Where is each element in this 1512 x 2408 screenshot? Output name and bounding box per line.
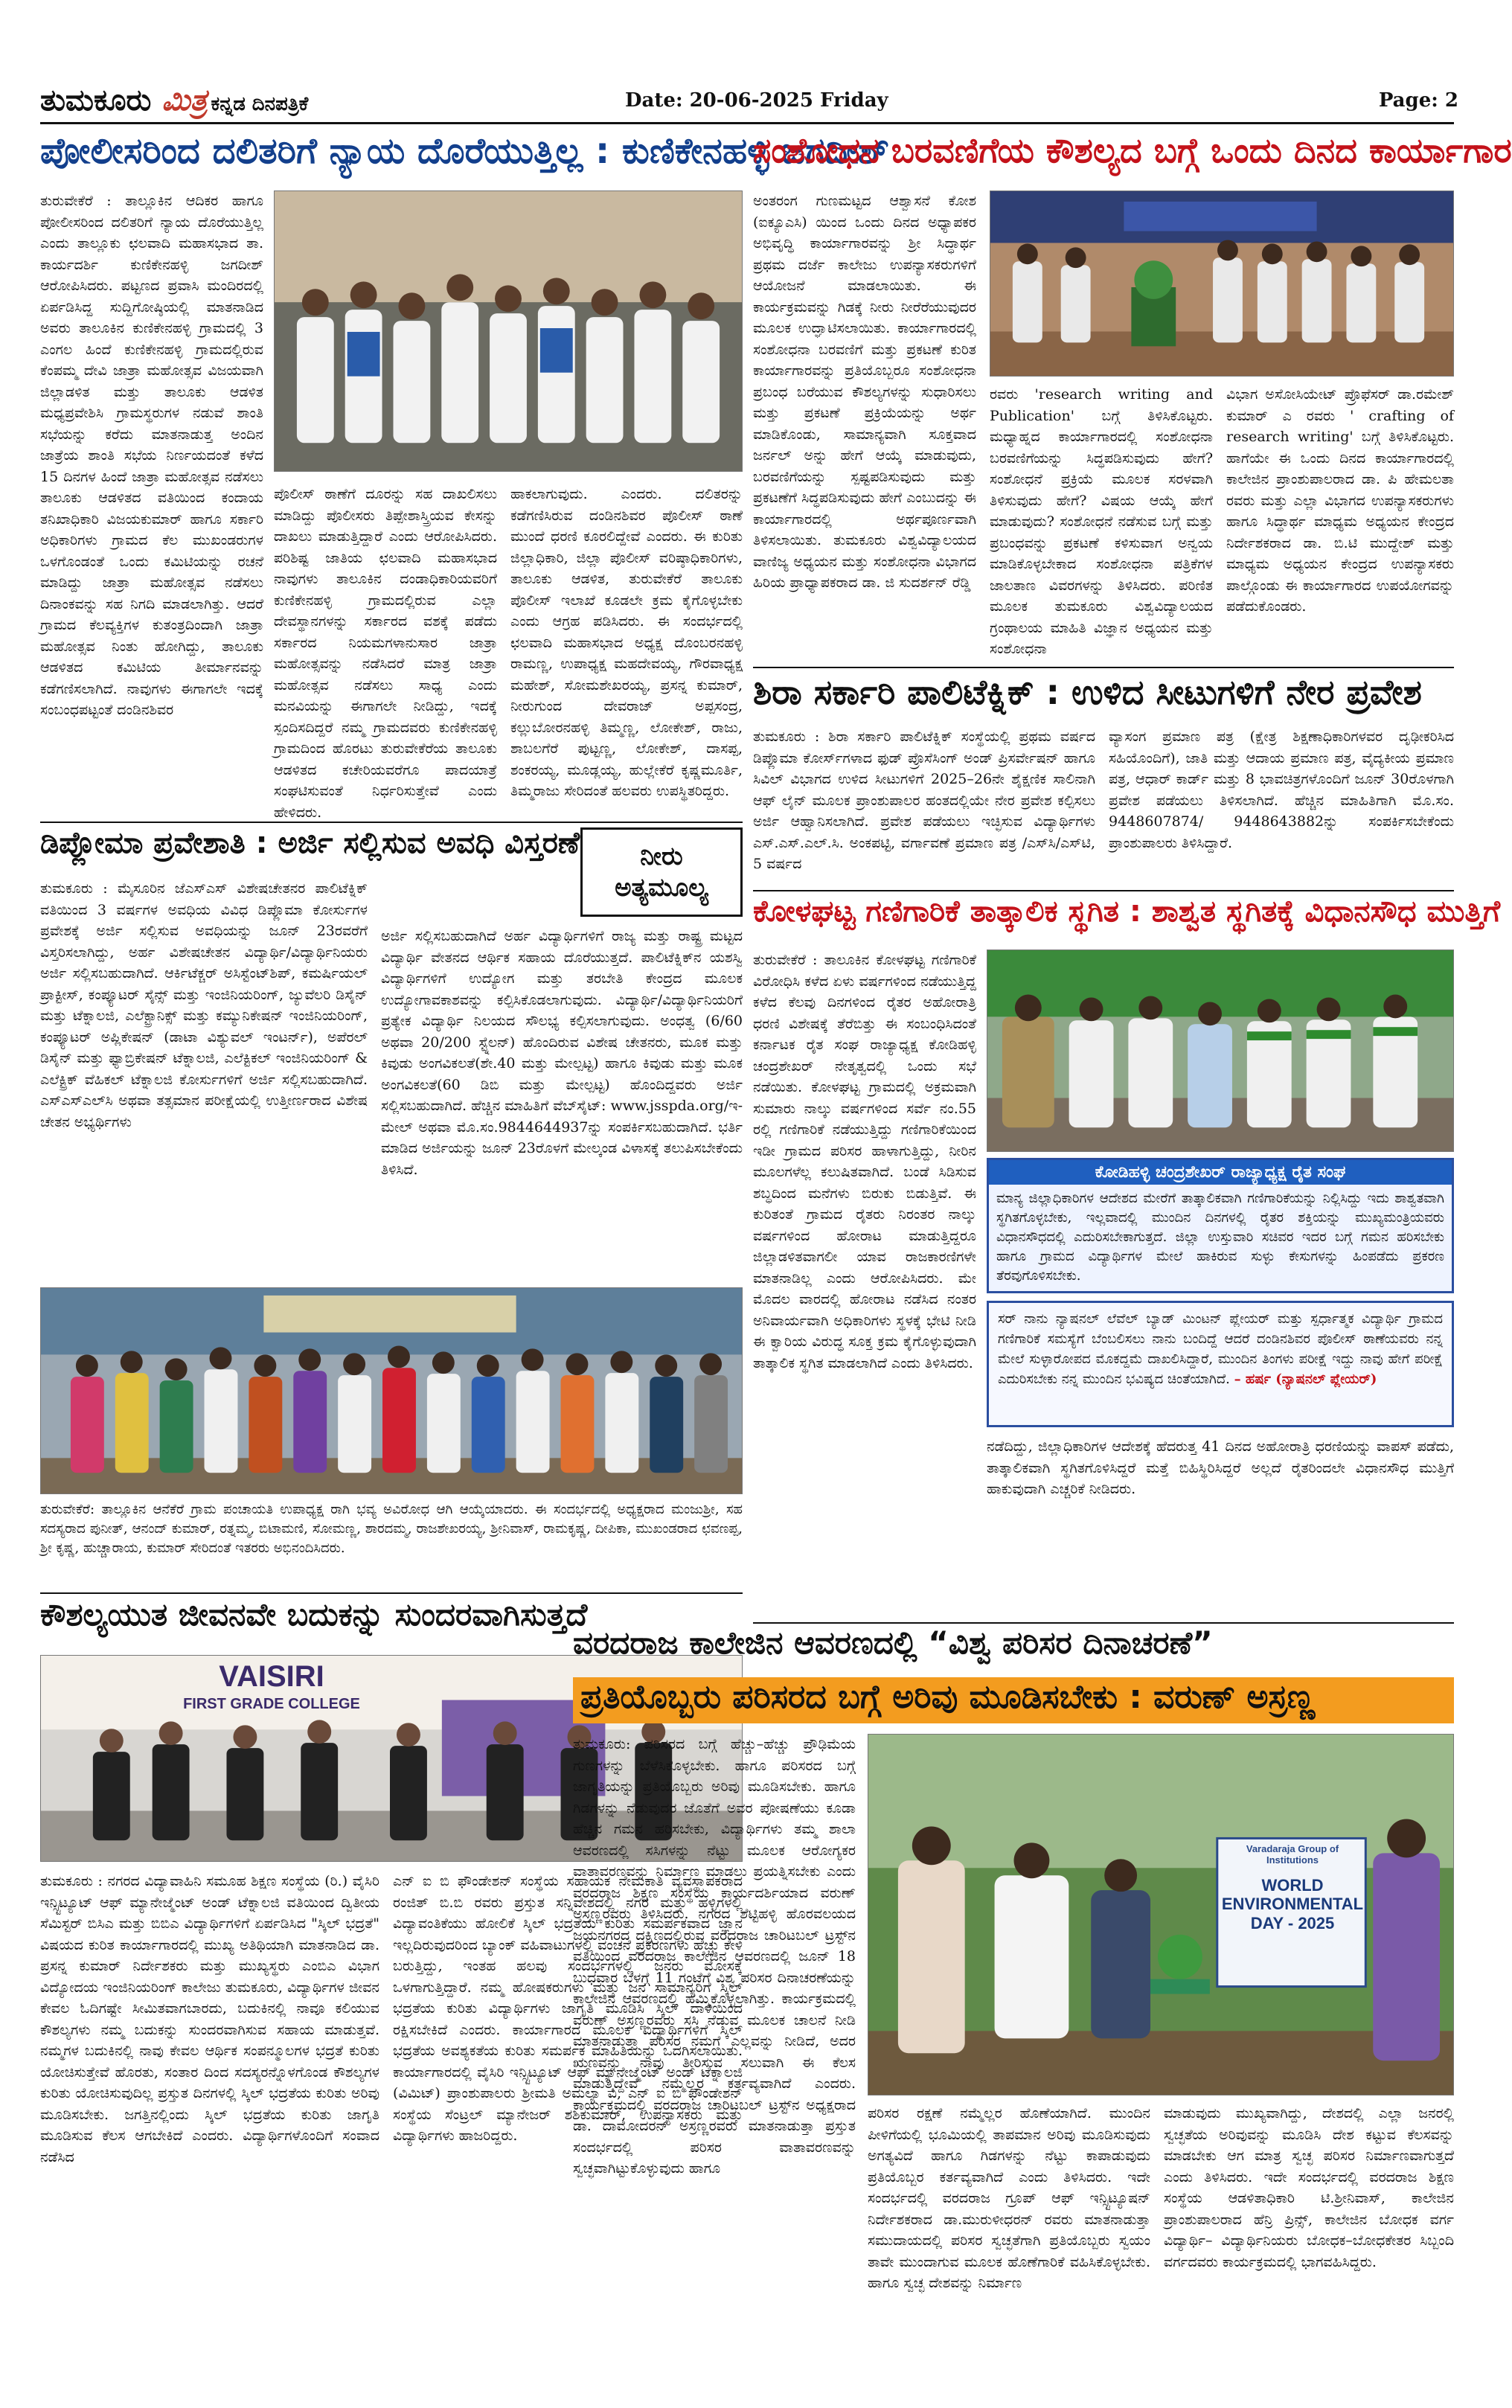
environment-banner-org: Varadaraja Group of Institutions <box>1246 1843 1339 1866</box>
police-col2: ಪೊಲೀಸ್ ಠಾಣೆಗೆ ದೂರನ್ನು ಸಹ ದಾಖಲಿಸಲು ಮಾಡಿದ್ದು ಪೊಲೀಸರು ತಿಪ್ಪೇಶಾಸ್ತ್ರಿಯವ ಕೇಸನ್ನು ದಾಖಲು ಮಾಡುತ್ತಿದ್ದಾರೆ ಎಂದು ಆರೋಪಿಸಿದರು. ಪರಿಶಿಷ್ಟ ಜಾತಿಯ ಛಲವಾದಿ ಮಹಾಸಭಾದ ನಾವುಗಳು ತಾಲೂಕಿನ ದಂಡಾಧಿಕಾರಿಯವರಿಗೆ ಕುಣಿಕೇನಹಳ್ಳಿ ಗ್ರಾಮದಲ್ಲಿರುವ ಎಲ್ಲಾ ದೇವಸ್ಥಾನಗಳನ್ನು ಸರ್ಕಾರದ ವಶಕ್ಕೆ ಪಡೆದು ಸರ್ಕಾರದ ನಿಯಮಗಳಾನುಸಾರ ಜಾತ್ರಾ ಮಹೋತ್ಸವನ್ನು ನಡೆಸಿದರೆ ಮಾತ್ರ ಜಾತ್ರಾ ಮಹೋತ್ಸವ ನಡೆಸಲು ಸಾಧ್ಯ ಎಂದು ಮನವಿಯನ್ನು ಈಗಾಗಲೇ ನೀಡಿದ್ದು, ಇದಕ್ಕೆ ಸ್ಪಂದಿಸದಿದ್ದರೆ ನಮ್ಮ ಗ್ರಾಮದವರು ಕುಣಿಕೇನಹಳ್ಳಿ ಗ್ರಾಮದಿಂದ ಹೊರಟು ತುರುವೇಕೆರೆಯ ತಾಲೂಕು ಆಡಳಿತದ ಕಚೇರಿಯವರೆಗೂ ಪಾದಯಾತ್ರೆ ಸಂಘಟಿಸುವಂತೆ ನಿರ್ಧರಿಸುತ್ತೇವೆ ಎಂದು ಹೇಳಿದರು. <box>274 486 497 821</box>
issue-date: Date: 20-06-2025 Friday <box>625 89 888 112</box>
quarry-top-rule <box>753 890 1454 891</box>
neeru-box-line1: ನೀರು <box>640 841 683 871</box>
environment-photo <box>868 1734 1454 2095</box>
quarry-panel <box>987 1158 1454 1293</box>
polytechnic-headline: ಶಿರಾ ಸರ್ಕಾರಿ ಪಾಲಿಟೆಕ್ನಿಕ್ : ಉಳಿದ ಸೀಟುಗಳಿಗೆ ನೇರ ಪ್ರವೇಶ <box>753 672 1422 712</box>
polytechnic-col1: ತುಮಕೂರು : ಶಿರಾ ಸರ್ಕಾರಿ ಪಾಲಿಟೆಕ್ನಿಕ್ ಸಂಸ್ಥೆಯಲ್ಲಿ ಪ್ರಥಮ ವರ್ಷದ ಡಿಪ್ಲೊಮಾ ಕೋರ್ಸ್‌ಗಳಾದ ಫುಡ್ ಪ್ರೊಸೆಸಿಂಗ್ ಅಂಡ್ ಪ್ರಿಸರ್ವೇಷನ್ ಹಾಗೂ ಸಿವಿಲ್ ವಿಭಾಗದ ಉಳಿದ ಸೀಟುಗಳಿಗೆ 2025–26ನೇ ಶೈಕ್ಷಣಿಕ ಸಾಲಿನಾಗಿ ಆಫ್ ಲೈನ್ ಮೂಲಕ ಪ್ರಾಂಶುಪಾಲರ ಹಂತದಲ್ಲಿಯೇ ನೇರ ಪ್ರವೇಶ ಕಲ್ಪಿಸಲು ಅರ್ಜಿ ಆಹ್ವಾನಿಸಲಾಗಿದೆ. ಪ್ರವೇಶ ಪಡೆಯಲು ಇಚ್ಛಿಸುವ ವಿದ್ಯಾರ್ಥಿಗಳು ಎಸ್.ಎಸ್.ಎಲ್.ಸಿ. ಅಂಕಪಟ್ಟಿ, ವರ್ಗಾವಣೆ ಪ್ರಮಾಣ ಪತ್ರ /ಎಸ್‌ಸಿ/ಎಸ್‌ಟಿ, 5 ವರ್ಷದ <box>753 729 1095 872</box>
paper-name: ತುಮಕೂರು ಮಿತ್ರ <box>40 83 208 118</box>
quarry-quote-box <box>987 1301 1454 1427</box>
quarry-col1: ತುರುವೇಕೆರೆ : ತಾಲೂಕಿನ ಕೋಳಘಟ್ಟ ಗಣಿಗಾರಿಕೆ ವಿರೋಧಿಸಿ ಕಳೆದ ಏಳು ವರ್ಷಗಳಿಂದ ನಡೆಯುತ್ತಿದ್ದ ಕಳೆದ ಕೆಲವು ದಿನಗಳಿಂದ ರೈತರ ಅಹೋರಾತ್ರಿ ಧರಣಿ ವಿಶೇಷಕ್ಕೆ ತೆರೆಬಿತ್ತು ಈ ಸಂಬಂಧಿಸಿದಂತೆ ಕರ್ನಾಟಕ ರೈತ ಸಂಘ ರಾಜ್ಯಾಧ್ಯಕ್ಷ ಕೋಡಿಹಳ್ಳಿ ಚಂದ್ರಶೇಖರ್ ನೇತೃತ್ವದಲ್ಲಿ ಒಂದು ಸಭೆ ನಡೆಯಿತು. ಕೋಳಘಟ್ಟ ಗ್ರಾಮದಲ್ಲಿ ಅಕ್ರಮವಾಗಿ ಸುಮಾರು ನಾಲ್ಕು ವರ್ಷಗಳಿಂದ ಸರ್ವೆ ನಂ.55 ರಲ್ಲಿ ಗಣಿಗಾರಿಕೆ ನಡೆಯುತ್ತಿದ್ದು ಗಣಿಗಾರಿಕೆಯಿಂದ ಇಡೀ ಗ್ರಾಮದ ಪರಿಸರ ಹಾಳಾಗುತ್ತಿದ್ದು, ನೀರಿನ ಮೂಲಗಳೆಲ್ಲ ಕಲುಷಿತವಾಗಿದೆ. ಬಂಡೆ ಸಿಡಿಸುವ ಶಬ್ಧದಿಂದ ಮನೆಗಳು ಬಿರುಕು ಬಿಡುತ್ತಿವೆ. ಈ ಕುರಿತಂತೆ ಗ್ರಾಮದ ರೈತರು ನಿರಂತರ ನಾಲ್ಕು ವರ್ಷಗಳಿಂದ ಹೋರಾಟ ಮಾಡುತ್ತಿದ್ದರೂ ಜಿಲ್ಲಾಡಳಿತವಾಗಲೀ ಯಾವ ರಾಜಕಾರಣಿಗಳೇ ಮಾತನಾಡಿಲ್ಲ ಎಂದು ಆರೋಪಿಸಿದರು. ಮೇ ಮೊದಲ ವಾರದಲ್ಲಿ ಹೋರಾಟ ನಡೆಸಿದ ನಂತರ ಅನಿವಾರ್ಯವಾಗಿ ಅಧಿಕಾರಿಗಳು ಸ್ಥಳಕ್ಕೆ ಭೇಟಿ ನೀಡಿ ಈ ಕ್ವಾರಿಯ ವಿರುದ್ಧ ಸೂಕ್ತ ಕ್ರಮ ಕೈಗೊಳ್ಳುವುದಾಗಿ ತಾತ್ಕಾಲಿಕ ಸ್ಥಗಿತ ಮಾಡಲಾಗಿದೆ ಎಂದು ತಿಳಿಸಿದರು. <box>753 952 976 1371</box>
skill-col1: ತುಮಕೂರು : ನಗರದ ವಿದ್ಯಾವಾಹಿನಿ ಸಮೂಹ ಶಿಕ್ಷಣ ಸಂಸ್ಥೆಯ (ರಿ.) ವೈಸಿರಿ ಇನ್ಸ್ಟಿಟ್ಯೂಟ್ ಆಫ್ ಮ್ಯಾನೇಜ್ಮೆಂಟ್ ಅಂಡ್ ಟೆಕ್ನಾಲಜಿ ವತಿಯಿಂದ ದ್ವಿತೀಯ ಸೆಮಿಸ್ಟರ್ ಬಿಸಿಎ ಮತ್ತು ಬಿಬಿಎ ವಿದ್ಯಾರ್ಥಿಗಳಿಗೆ ಏರ್ಪಡಿಸಿದ "ಸ್ಕಿಲ್ ಭದ್ರತೆ" ವಿಷಯದ ಕುರಿತ ಕಾರ್ಯಾಗಾರದಲ್ಲಿ ಮುಖ್ಯ ಅತಿಥಿಯಾಗಿ ಮಾತನಾಡಿದ ಡಾ. ಪ್ರಸನ್ನ ಕುಮಾರ್ ನಿರ್ದೇಶಕರು ಮತ್ತು ಮುಖ್ಯಸ್ಥರು ಎಂಬಿಎ ವಿಭಾಗ ವಿದ್ಯೋದಯ ಇಂಜಿನಿಯರಿಂಗ್ ಕಾಲೇಜು ತುಮಕೂರು, ವಿದ್ಯಾರ್ಥಿಗಳ ಜೀವನ ಕೇವಲ ಓದಿಗಷ್ಟೇ ಸೀಮಿತವಾಗಬಾರದು, ಬದುಕಿನಲ್ಲಿ ನಾವೂ ಕಲಿಯುವ ಕೌಶಲ್ಯಗಳು ನಮ್ಮ ಬದುಕನ್ನು ಸುಂದರವಾಗಿಸುವ ಸಹಾಯ ಮಾಡುತ್ತವೆ. ನಮ್ಮಗಳ ಬದುಕಿನಲ್ಲಿ ನಾವು ಕೇವಲ ಆರ್ಥಿಕ ಸಂಪನ್ಮೂಲಗಳ ಭದ್ರತೆ ಕುರಿತು ಯೋಚಿಸುತ್ತೇವೆ ಹೊರತು, ಸಂತಾರ ದಿಂದ ಸದಸ್ಯರನ್ನೊಳಗೊಂಡ ಕೌಶಲ್ಯಗಳ ಕುರಿತು ಯೋಚಿಸುವುದಿಲ್ಲ ಪ್ರಸ್ತುತ ದಿನಗಳಲ್ಲಿ ಸ್ಕಿಲ್ ಭದ್ರತೆಯ ಕುರಿತು ಅರಿವು ಮೂಡಿಸಬೇಕು. ಜಗತ್ತಿನಲ್ಲಿಂದು ಸ್ಕಿಲ್ ಭದ್ರತೆಯ ಕುರಿತು ಜಾಗೃತಿ ಮೂಡಿಸುವ ಕೆಲಸ ಆಗಬೇಕಿದೆ ಎಂದರು. ವಿದ್ಯಾರ್ಥಿಗಳೊಂದಿಗೆ ಸಂವಾದ ನಡೆಸಿದ <box>40 1873 379 2165</box>
research-col1: ಅಂತರಂಗ ಗುಣಮಟ್ಟದ ಆಶ್ವಾಸನೆ ಕೋಶ (ಐಕ್ಯೂಎಸಿ) ಯಿಂದ ಒಂದು ದಿನದ ಅಧ್ಯಾಪಕರ ಅಭಿವೃದ್ಧಿ ಕಾರ್ಯಾಗಾರವನ್ನು ಶ್ರೀ ಸಿದ್ಧಾರ್ಥ ಪ್ರಥಮ ದರ್ಜೆ ಕಾಲೇಜು ಉಪನ್ಯಾಸಕರುಗಳಿಗೆ ಆಯೋಜನೆ ಮಾಡಲಾಯಿತು. ಈ ಕಾರ್ಯಕ್ರಮವನ್ನು ಗಿಡಕ್ಕೆ ನೀರು ನೀರೆರೆಯುವುದರ ಮೂಲಕ ಉದ್ಘಾಟಿಸಲಾಯಿತು. ಕಾರ್ಯಾಗಾರದಲ್ಲಿ ಸಂಶೋಧನಾ ಬರವಣಿಗೆ ಮತ್ತು ಪ್ರಕಟಣೆ ಕುರಿತ ಕಾರ್ಯಾಗಾರವನ್ನು ಪ್ರತಿಯೊಬ್ಬರೂ ಸಂಶೋಧನಾ ಪ್ರಬಂಧ ಬರೆಯುವ ಕೌಶಲ್ಯಗಳನ್ನು ಸುಧಾರಿಸಲು ಮತ್ತು ಪ್ರಕಟಣೆ ಪ್ರಕ್ರಿಯೆಯನ್ನು ಅರ್ಥ ಮಾಡಿಕೊಂಡು, ಸಾಮಾನ್ಯವಾಗಿ ಸೂಕ್ತವಾದ ಜರ್ನಲ್ ಅನ್ನು ಹೇಗೆ ಆಯ್ಕೆ ಮಾಡುವುದು, ಬರವಣಿಗೆಯನ್ನು ಸ್ಪಷ್ಟಪಡಿಸುವುದು ಮತ್ತು ಪ್ರಕಟಣೆಗೆ ಸಿದ್ಧಪಡಿಸುವುದು ಹೇಗೆ ಎಂಬುದನ್ನು ಈ ಕಾರ್ಯಾಗಾರದಲ್ಲಿ ಅರ್ಥಪೂರ್ಣವಾಗಿ ತಿಳಿಸಲಾಯಿತು. ತುಮಕೂರು ವಿಶ್ವವಿದ್ಯಾಲಯದ ವಾಣಿಜ್ಯ ಅಧ್ಯಯನ ಮತ್ತು ಸಂಶೋಧನಾ ವಿಭಾಗದ ಹಿರಿಯ ಪ್ರಾಧ್ಯಾಪಕರಾದ ಡಾ. ಜಿ ಸುದರ್ಶನ್ ರೆಡ್ಡಿ <box>753 193 976 591</box>
environment-headline-2: ಪ್ರತಿಯೊಬ್ಬರು ಪರಿಸರದ ಬಗ್ಗೆ ಅರಿವು ಮೂಡಿಸಬೇಕು : ವರುಣ್ ಅಸ್ರಣ್ಣ <box>573 1677 1454 1723</box>
page-number: Page: 2 <box>1378 89 1458 112</box>
skill-top-rule <box>40 1592 743 1594</box>
diploma-top-rule <box>40 822 743 823</box>
quarry-col3: ನಡೆದಿದ್ದು, ಜಿಲ್ಲಾಧಿಕಾರಿಗಳ ಆದೇಶಕ್ಕೆ ಹೆದರುತ್ತ 41 ದಿನದ ಅಹೋರಾತ್ರಿ ಧರಣಿಯನ್ನು ವಾಪಸ್ ಪಡೆದು, ತಾತ್ಕಾಲಿಕವಾಗಿ ಸ್ಥಗಿತಗೊಳಿಸಿದ್ದರೆ ಮತ್ತೆ ಬಿಹಿಸ್ಥಿರಿಸಿದ್ದರೆ ಅಲ್ಲದೆ ರೈತರಿಂದಲೇ ವಿಧಾನಸೌಧ ಮುತ್ತಿಗೆ ಹಾಕುವುದಾಗಿ ಎಚ್ಚರಿಕೆ ನೀಡಿದರು. <box>987 1438 1454 1497</box>
police-headline: ಪೋಲೀಸರಿಂದ ದಲಿತರಿಗೆ ನ್ಯಾಯ ದೊರೆಯುತ್ತಿಲ್ಲ : ಕುಣಿಕೇನಹಳ್ಳಿ ಜಗದೀಶ್ <box>40 130 889 172</box>
skill-col2: ಎನ್ ಐ ಬಿ ಫೌಂಡೇಶನ್ ಸಂಸ್ಥೆಯ ಸಹಾಯಕ ನೇಮಕಾತಿ ವ್ಯವಸ್ಥಾಪಕರಾದ ರಂಜಿತ್ ಬಿ.ಬಿ ರವರು ಪ್ರಸ್ತುತ ಸನ್ನಿವೇಶದಲ್ಲಿ ನಗರ ಮತ್ತು ಹಳ್ಳಿಗಳಲ್ಲಿ ವಿದ್ಯಾವಂತಿಕೆಯು ಹೋಲಿಕೆ ಸ್ಕಿಲ್ ಭದ್ರತೆಯ ಕುರಿತು ಸಮರ್ಪಕವಾದ ಜ್ಞಾನ ಇಲ್ಲದಿರುವುದರಿಂದ ಬ್ಯಾಂಕ್ ವಹಿವಾಟುಗಳಲ್ಲಿ ವಂಚನೆ ಪ್ರಕರಣಗಳು ಹೆಚ್ಚು ಕೇಳಿ ಬರುತ್ತಿದ್ದು, ಇಂತಹ ಹಲವು ಸಂದರ್ಭಗಳಲ್ಲಿ ಜನರು ಮೋಸಕ್ಕೆ ಒಳಗಾಗುತ್ತಿದ್ದಾರೆ. ನಮ್ಮ ಹೋಷಕರುಗಳು ಮತ್ತು ಜನ ಸಾಮಾನ್ಯರಿಗೆ ಸ್ಕಿಲ್ ಭದ್ರತೆಯ ಕುರಿತು ವಿದ್ಯಾರ್ಥಿಗಳು ಜಾಗೃತಿ ಮೂಡಿಸಿ ಸ್ಕಿಲ್ ದಾಳಿಯಿಂದ ರಕ್ಷಿಸಬೇಕಿದೆ ಎಂದರು. ಕಾರ್ಯಾಗಾರದ ಮೂಲಕ ವಿದ್ಯಾರ್ಥಿಗಳಿಗೆ ಸ್ಕಿಲ್ ಭದ್ರತೆಯ ಅವಶ್ಯಕತೆಯ ಕುರಿತು ಸಮರ್ಪಕ ಮಾಹಿತಿಯನ್ನು ಒದಗಿಸಲಾಯಿತು. ಕಾರ್ಯಾಗಾರದಲ್ಲಿ ವೈಸಿರಿ ಇನ್ಸ್ಟಿಟ್ಯೂಟ್ ಆಫ್ ಮ್ಯಾನೇಜ್ಮೆಂಟ್ ಅಂಡ್ ಟೆಕ್ನಾಲಜಿ (ವಿಮಿಟ್) ಪ್ರಾಂಶುಪಾಲರು ಶ್ರೀಮತಿ ಅಮಲ್ಯಾ ವಿ, ಎನ್ ಐ ಬಿ ಫೌಂಡೇಶನ್ ಸಂಸ್ಥೆಯ ಸೆಂಟ್ರಲ್ ಮ್ಯಾನೇಜರ್ ಶಶಿಕುಮಾರ್, ಉಪನ್ಯಾಸಕರು ಮತ್ತು ವಿದ್ಯಾರ್ಥಿಗಳು ಹಾಜರಿದ್ದರು. <box>393 1873 743 2144</box>
skill-banner-college: VAISIRI <box>219 1660 324 1693</box>
diploma-col2: ಅರ್ಜಿ ಸಲ್ಲಿಸಬಹುದಾಗಿದೆ ಅರ್ಹ ವಿದ್ಯಾರ್ಥಿಗಳಿಗೆ ರಾಜ್ಯ ಮತ್ತು ರಾಷ್ಟ್ರ ಮಟ್ಟದ ವಿದ್ಯಾರ್ಥಿ ವೇತನದ ಆರ್ಥಿಕ ಸಹಾಯ ದೊರೆಯುತ್ತದೆ. ಪಾಲಿಟೆಕ್ನಿಕ್‌ನ ಯಶಸ್ವಿ ವಿದ್ಯಾರ್ಥಿಗಳಿಗೆ ಉದ್ಯೋಗ ಮತ್ತು ತರಬೇತಿ ಕೇಂದ್ರದ ಮೂಲಕ ಉದ್ಯೋಗಾವಕಾಶವನ್ನು ಕಲ್ಪಿಸಿಕೊಡಲಾಗುವುದು. ವಿದ್ಯಾರ್ಥಿ/ವಿದ್ಯಾರ್ಥಿನಿಯರಿಗೆ ಪ್ರತ್ಯೇಕ ವಿದ್ಯಾರ್ಥಿ ನಿಲಯದ ಸೌಲಭ್ಯ ಕಲ್ಪಿಸಲಾಗುವುದು. ಅಂಧತ್ವ (6/60 ಅಥವಾ 20/200 ಸ್ಟ್ನೆಲನ್) ಹೊಂದಿರುವ ವಿಶೇಷ ಚೇತನರು, ಮೂಕ ಮತ್ತು ಕಿವುಡು ಅಂಗವಿಕಲತೆ(ಶೇ.40 ಮತ್ತು ಮೇಲ್ಪಟ್ಟ) ಹಾಗೂ ಕಿವುಡು ಮತ್ತು ಮೂಕ ಅಂಗವಿಕಲತೆ(60 ಡಿಬಿ ಮತ್ತು ಮೇಲ್ಪಟ್ಟ) ಹೊಂದಿದ್ದವರು ಅರ್ಜಿ ಸಲ್ಲಿಸಬಹುದಾಗಿದೆ. ಹೆಚ್ಚಿನ ಮಾಹಿತಿಗೆ ವೆಬ್‌ಸೈಟ್: www.jsspda.org/ಇ-ಮೇಲ್ ಅಥವಾ ಮೊ.ಸಂ.9844644937ನ್ನು ಸಂಪರ್ಕಿಸಬಹುದಾಗಿದೆ. ಭರ್ತಿ ಮಾಡಿದ ಅರ್ಜಿಯನ್ನು ಜೂನ್ 23ರೊಳಗೆ ಮೇಲ್ಕಂಡ ವಿಳಾಸಕ್ಕೆ ತಲುಪಿಸಬೇಕೆಂದು ತಿಳಿಸಿದೆ. <box>381 928 743 1178</box>
masthead <box>40 83 487 121</box>
quarry-quote-text: ಸರ್ ನಾನು ನ್ಯಾಷನಲ್ ಲೆವೆಲ್ ಬ್ಯಾಡ್ ಮಿಂಟನ್ ಪ್ಲೇಯರ್ ಮತ್ತು ಸ್ಪರ್ಧಾತ್ಮಕ ವಿದ್ಯಾರ್ಥಿ ಗ್ರಾಮದ ಗಣಿಗಾರಿಕೆ ಸಮಸ್ಯೆಗೆ ಬೆಂಬಲಿಸಲು ನಾನು ಬಂದಿದ್ದೆ ಆದರೆ ದಂಡಿನಶಿವರ ಪೊಲೀಸ್ ಠಾಣೆಯವರು ನನ್ನ ಮೇಲೆ ಸುಳ್ಳಾರೋಪದ ಮೊಕದ್ದಮೆ ದಾಖಲಿಸಿದ್ದಾರೆ, ಮುಂದಿನ ತಿಂಗಳು ಪರೀಕ್ಷೆ ಇದ್ದು ನಾವು ಹೇಗೆ ಪರೀಕ್ಷೆ ಎದುರಿಸಬೇಕು ನನ್ನ ಮುಂದಿನ ಭವಿಷ್ಯದ ಚಿಂತೆಯಾಗಿದೆ. <box>998 1311 1443 1387</box>
neeru-box-line2: ಅತ್ಯಮೂಲ್ಯ <box>615 873 708 903</box>
research-col2: ರವರು 'research writing and Publication' ಬಗ್ಗೆ ತಿಳಿಸಿಕೊಟ್ಟರು. ಮಧ್ಯಾಹ್ನದ ಕಾರ್ಯಾಗಾರದಲ್ಲಿ ಸಂಶೋಧನಾ ಬರವಣಿಗೆಯನ್ನು ಸಿದ್ಧಪಡಿಸುವುದು ಹೇಗೆ? ಸಂಶೋಧನೆ ಪ್ರಕ್ರಿಯೆ ಮೂಲಕ ಸರಳವಾಗಿ ತಿಳಿಸುವುದು ಹೇಗೆ? ವಿಷಯ ಆಯ್ಕೆ ಹೇಗೆ ಮಾಡುವುದು? ಸಂಶೋಧನೆ ನಡೆಸುವ ಬಗ್ಗೆ ಮತ್ತು ಪ್ರಬಂಧವನ್ನು ಪ್ರಕಟಣೆ ಕಳಿಸುವಾಗ ಅನ್ವಯ ಮಾಡಿಕೊಳ್ಳಬೇಕಾದ ಸಂಶೋಧನಾ ಪತ್ರಿಕೆಗಳ ಜಾಲತಾಣ ವಿವರಗಳನ್ನು ತಿಳಿಸಿದರು. ಪರಿಣಿತ ಮೂಲಕ ತುಮಕೂರು ವಿಶ್ವವಿದ್ಯಾಲಯದ ಗ್ರಂಥಾಲಯ ಮಾಹಿತಿ ವಿಜ್ಞಾನ ಅಧ್ಯಯನ ಮತ್ತು ಸಂಶೋಧನಾ <box>990 386 1213 657</box>
police-col3: ಹಾಕಲಾಗುವುದು. ಎಂದರು. ದಲಿತರನ್ನು ಕಡೆಗಣಿಸಿರುವ ದಂಡಿನಶಿವರ ಪೊಲೀಸ್ ಠಾಣೆ ಮುಂದೆ ಧರಣಿ ಕೂರಲಿದ್ದೇವೆ ಎಂದರು. ಈ ಕುರಿತು ಜಿಲ್ಲಾಧಿಕಾರಿ, ಜಿಲ್ಲಾ ಪೊಲೀಸ್ ವರಿಷ್ಠಾಧಿಕಾರಿಗಳು, ತಾಲೂಕು ಆಡಳಿತ, ತುರುವೇಕೆರೆ ತಾಲೂಕು ಪೊಲೀಸ್ ಇಲಾಖೆ ಕೂಡಲೇ ಕ್ರಮ ಕೈಗೊಳ್ಳಬೇಕು ಎಂದು ಆಗ್ರಹ ಪಡಿಸಿದರು. ಈ ಸಂದರ್ಭದಲ್ಲಿ ಛಲವಾದಿ ಮಹಾಸಭಾದ ಅಧ್ಯಕ್ಷ ದೊಂಬರನಹಳ್ಳಿ ರಾಮಣ್ಣ, ಉಪಾಧ್ಯಕ್ಷ ಮಹದೇವಯ್ಯ, ಗೌರವಾಧ್ಯಕ್ಷ ಮಹೇಶ್, ಸೋಮಶೇಖರಯ್ಯ, ಪ್ರಸನ್ನ ಕುಮಾರ್, ನೀರುಗುಂದ ದೇವರಾಜ್ ಅಪ್ಪಸಂದ್ರ, ಕಲ್ಲುಬೋರನಹಳ್ಳಿ ತಿಮ್ಮಣ್ಣ, ಲೋಕೇಶ್, ರಾಜು, ಶಾಬಲಗೆರೆ ಪುಟ್ಟಣ್ಣ, ಲೋಕೇಶ್, ದಾಸಪ್ಪ, ಶಂಕರಯ್ಯ, ಮೂಡ್ಲಯ್ಯ, ಹುಲ್ಲೇಕೆರೆ ಕೃಷ್ಣಮೂರ್ತಿ, ತಿಮ್ಮರಾಜು ಸೇರಿದಂತೆ ಹಲವರು ಉಪಸ್ಥಿತರಿದ್ದರು. <box>510 486 743 799</box>
environment-col3: ಮಾಡುವುದು ಮುಖ್ಯವಾಗಿದ್ದು, ದೇಶದಲ್ಲಿ ಎಲ್ಲಾ ಜನರಲ್ಲಿ ಸ್ವಚ್ಛತೆಯ ಅರಿವುವನ್ನು ಮೂಡಿಸಿ ದೇಶ ಕಟ್ಟುವ ಕೆಲಸವನ್ನು ಮಾಡಬೇಕು ಆಗ ಮಾತ್ರ ಸ್ವಚ್ಛ ಪರಿಸರ ನಿರ್ಮಾಣವಾಗುತ್ತದೆ ಎಂದು ತಿಳಿಸಿದರು. ಇದೇ ಸಂದರ್ಭದಲ್ಲಿ ವರದರಾಜ ಶಿಕ್ಷಣ ಸಂಸ್ಥೆಯ ಆಡಳಿತಾಧಿಕಾರಿ ಟಿ.ಶ್ರೀನಿವಾಸ್, ಕಾಲೇಜಿನ ಪ್ರಾಂಶುಪಾಲರಾದ ಹೆನ್ರಿ ಪ್ರಿನ್ಸ್, ಕಾಲೇಜಿನ ಬೋಧಕ ವರ್ಗ ವಿದ್ಯಾರ್ಥಿ– ವಿದ್ಯಾರ್ಥಿನಿಯರು ಬೋಧಕ–ಬೋಧಕೇತರ ಸಿಬ್ಬಂದಿ ವರ್ಗದವರು ಕಾರ್ಯಕ್ರಮದಲ್ಲಿ ಭಾಗವಹಿಸಿದ್ದರು. <box>1164 2105 1454 2270</box>
research-headline: ಸಂಶೋಧನ ಬರವಣಿಗೆಯ ಕೌಶಲ್ಯದ ಬಗ್ಗೆ ಒಂದು ದಿನದ ಕಾರ್ಯಾಗಾರ <box>753 130 1512 170</box>
research-photo <box>990 190 1454 377</box>
skill-headline: ಕೌಶಲ್ಯಯುತ ಜೀವನವೇ ಬದುಕನ್ನು ಸುಂದರವಾಗಿಸುತ್ತದೆ <box>40 1596 588 1633</box>
neeru-box <box>580 827 743 917</box>
paper-tagline: ಕನ್ನಡ ದಿನಪತ್ರಿಕೆ <box>211 93 309 115</box>
quarry-headline: ಕೋಳಘಟ್ಟ ಗಣಿಗಾರಿಕೆ ತಾತ್ಕಾಲಿಕ ಸ್ಥಗಿತ : ಶಾಶ್ವತ ಸ್ಥಗಿತಕ್ಕೆ ವಿಧಾನಸೌಧ ಮುತ್ತಿಗೆ <box>753 894 1501 929</box>
quarry-panel-title: ಕೋಡಿಹಳ್ಳಿ ಚಂದ್ರಶೇಖರ್ ರಾಜ್ಯಾಧ್ಯಕ್ಷ ರೈತ ಸಂಘ <box>989 1160 1452 1185</box>
environment-col2: ಪರಿಸರ ರಕ್ಷಣೆ ನಮ್ಮೆಲ್ಲರ ಹೊಣೆಯಾಗಿದೆ. ಮುಂದಿನ ಪೀಳಿಗೆಯಲ್ಲಿ ಭೂಮಿಯಲ್ಲಿ ತಾಪಮಾನ ಅರಿವು ಮೂಡಿಸುವುದು ಅಗತ್ಯವಿದೆ ಹಾಗೂ ಗಿಡಗಳನ್ನು ನೆಟ್ಟು ಕಾಪಾಡುವುದು ಪ್ರತಿಯೊಬ್ಬರ ಕರ್ತವ್ಯವಾಗಿದೆ ಎಂದು ತಿಳಿಸಿದರು. ಇದೇ ಸಂದರ್ಭದಲ್ಲಿ ವರದರಾಜ ಗ್ರೂಪ್ ಆಫ್ ಇನ್ಸ್ಟಿಟ್ಯೂಷನ್ ನಿರ್ದೇಶಕರಾದ ಡಾ.ಮುರುಳೀಧರನ್ ರವರು ಮಾತನಾಡುತ್ತಾ ಸಮುದಾಯದಲ್ಲಿ ಪರಿಸರ ಸ್ವಚ್ಛತೆಗಾಗಿ ಪ್ರತಿಯೊಬ್ಬರು ಸ್ವಯಂ ತಾವೇ ಮುಂದಾಗುವ ಮೂಲಕ ಹೊಣೆಗಾರಿಕೆ ವಹಿಸಿಕೊಳ್ಳಬೇಕು. ಹಾಗೂ ಸ್ವಚ್ಛ ದೇಶವನ್ನು ನಿರ್ಮಾಣ <box>868 2105 1150 2291</box>
quarry-quote-signature: – ಹರ್ಷ (ನ್ಯಾಷನಲ್ ಪ್ಲೇಯರ್) <box>1234 1371 1377 1387</box>
quarry-photo <box>987 950 1454 1152</box>
polytechnic-col2: ವ್ಯಾಸಂಗ ಪ್ರಮಾಣ ಪತ್ರ (ಕ್ಷೇತ್ರ ಶಿಕ್ಷಣಾಧಿಕಾರಿಗಳವರ ದೃಢೀಕರಿಸಿದ ಸಹಿಯೊಂದಿಗೆ), ಜಾತಿ ಮತ್ತು ಆದಾಯ ಪ್ರಮಾಣ ಪತ್ರ, ವೈದ್ಯಕೀಯ ಪ್ರಮಾಣ ಪತ್ರ, ಆಧಾರ್ ಕಾರ್ಡ್ ಮತ್ತು 8 ಭಾವಚಿತ್ರಗಳೊಂದಿಗೆ ಜೂನ್ 30ರೊಳಗಾಗಿ ಪ್ರವೇಶ ಪಡೆಯಲು ತಿಳಿಸಲಾಗಿದೆ. ಹೆಚ್ಚಿನ ಮಾಹಿತಿಗಾಗಿ ಮೊ.ಸಂ. 9448607874/ 9448643882ನ್ನು ಸಂಪರ್ಕಿಸಬೇಕೆಂದು ಪ್ರಾಂಶುಪಾಲರು ತಿಳಿಸಿದ್ದಾರೆ. <box>1109 729 1454 851</box>
diploma-headline: ಡಿಪ್ಲೋಮಾ ಪ್ರವೇಶಾತಿ : ಅರ್ಜಿ ಸಲ್ಲಿಸುವ ಅವಧಿ ವಿಸ್ತರಣೆ <box>40 826 580 860</box>
police-col1: ತುರುವೇಕೆರೆ : ತಾಲ್ಲೂಕಿನ ಆದಿಕರ ಹಾಗೂ ಪೋಲೀಸರಿಂದ ದಲಿತರಿಗೆ ನ್ಯಾಯ ದೊರೆಯುತ್ತಿಲ್ಲ ಎಂದು ತಾಲ್ಲೂಕು ಛಲವಾದಿ ಮಹಾಸಭಾದ ತಾ. ಕಾರ್ಯದರ್ಶಿ ಕುಣಿಕೇನಹಳ್ಳಿ ಜಗದೀಶ್ ಆರೋಪಿಸಿದರು. ಪಟ್ಟಣದ ಪ್ರವಾಸಿ ಮಂದಿರದಲ್ಲಿ ಏರ್ಪಡಿಸಿದ್ದ ಸುದ್ದಿಗೋಷ್ಠಿಯಲ್ಲಿ ಮಾತನಾಡಿದ ಅವರು ತಾಲೂಕಿನ ಕುಣಿಕೇನಹಳ್ಳಿ ಗ್ರಾಮದಲ್ಲಿ 3 ಎಂಗಲ ಹಿಂದೆ ಕುಣಿಕೇನಹಳ್ಳಿ ಗ್ರಾಮದಲ್ಲಿರುವ ಕೆಂಪಮ್ಮ ದೇವಿ ಜಾತ್ರಾ ಮಹೋತ್ಸವ ವಿಜಯವಾಗಿ ಜಿಲ್ಲಾಡಳಿತ ಮತ್ತು ತಾಲೂಕು ಆಡಳಿತ ಮಧ್ಯಪ್ರವೇಶಿಸಿ ಗ್ರಾಮಸ್ಥರುಗಳ ನಡುವೆ ಶಾಂತಿ ಸಭೆಯನ್ನು ಕರೆದು ಮಾತನಾಡುತ್ತ ಅಂದಿನ ಜಾತ್ರೆಯ ಶಾಂತಿ ಸಭೆಯ ನಿರ್ಣಯದಂತೆ ಕಳೆದ 15 ದಿನಗಳ ಹಿಂದೆ ಜಾತ್ರಾ ಮಹೋತ್ಸವ ನಡೆಸಲು ತಾಲೂಕು ಆಡಳಿತದ ವತಿಯಿಂದ ಕಂದಾಯ ತನಿಖಾಧಿಕಾರಿ ವಿಜಯಕುಮಾರ್ ಹಾಗೂ ಸರ್ಕಾರಿ ಅಧಿಕಾರಿಗಳು ಗ್ರಾಮದ ಕೆಲ ಮುಖಂಡರುಗಳ ಒಳಗೊಂಡಂತೆ ಒಂದು ಕಮಿಟಿಯನ್ನು ರಚನೆ ಮಾಡಿದ್ದು ಜಾತ್ರಾ ಮಹೋತ್ಸವ ನಡೆಸಲು ದಿನಾಂಕವನ್ನು ಸಹ ನಿಗದಿ ಮಾಡಲಾಗಿತ್ತು. ಆದರೆ ಗ್ರಾಮದ ಕೆಲವ್ಯಕ್ತಿಗಳ ಕುತಂತ್ರದಿಂದಾಗಿ ಜಾತ್ರಾ ಮಹೋತ್ಸವ ನಿಂತು ಹೋಗಿದ್ದು, ತಾಲೂಕು ಆಡಳಿತದ ಕಮಿಟಿಯ ತೀರ್ಮಾನವನ್ನು ಕಡೆಗಣಿಸಲಾಗಿದೆ. ನಾವುಗಳು ಈಗಾಗಲೇ ಇದಕ್ಕೆ ಸಂಬಂಧಪಟ್ಟಂತೆ ದಂಡಿನಶಿವರ <box>40 193 263 718</box>
diploma-col1: ತುಮಕೂರು : ಮೈಸೂರಿನ ಜೆಎಸ್‌ಎಸ್ ವಿಶೇಷಚೇತನರ ಪಾಲಿಟೆಕ್ನಿಕ್ ವತಿಯಿಂದ 3 ವರ್ಷಗಳ ಅವಧಿಯ ವಿವಿಧ ಡಿಪ್ಲೊಮಾ ಕೋರ್ಸುಗಳ ಪ್ರವೇಶಕ್ಕೆ ಅರ್ಜಿ ಸಲ್ಲಿಸುವ ಅವಧಿಯನ್ನು ಜೂನ್ 23ರವರೆಗೆ ವಿಸ್ತರಿಸಲಾಗಿದ್ದು, ಅರ್ಹ ವಿಶೇಷಚೇತನ ವಿದ್ಯಾರ್ಥಿ/ವಿದ್ಯಾರ್ಥಿನಿಯರು ಅರ್ಜಿ ಸಲ್ಲಿಸಬಹುದಾಗಿದೆ. ಆರ್ಕಿಟೆಕ್ಚರ್ ಅಸಿಸ್ಟೆಂಟ್‌ಶಿಪ್, ಕಮರ್ಷಿಯಲ್ ಪ್ರಾಕ್ಟೀಸ್, ಕಂಪ್ಯೂಟರ್ ಸೈನ್ಸ್ ಮತ್ತು ಇಂಜಿನಿಯರಿಂಗ್, ಜ್ಯುವೆಲರಿ ಡಿಸೈನ್ ಮತ್ತು ಟೆಕ್ನಾಲಜಿ, ಎಲೆಕ್ಟ್ರಾನಿಕ್ಸ್ ಮತ್ತು ಕಮ್ಯುನಿಕೇಷನ್ ಇಂಜಿನಿಯರಿಂಗ್, ಕಂಪ್ಯೂಟರ್ ಅಪ್ಲಿಕೇಷನ್ (ಡಾಟಾ ವಿಶ್ಯುವಲ್ ಇಂಟರ್ನ್), ಅಪೆರಲ್ ಡಿಸೈನ್ ಮತ್ತು ಫ್ಯಾಬ್ರಿಕೇಷನ್ ಟೆಕ್ನಾಲಜಿ, ಎಲೆಕ್ಟಿಕಲ್ ಇಂಜಿನಿಯರಿಂಗ್ & ಎಲೆಕ್ಟ್ರಿಕ್ ವೆಹಿಕಲ್ ಟೆಕ್ನಾಲಜಿ ಕೋರ್ಸುಗಳಿಗೆ ಅರ್ಜಿ ಸಲ್ಲಿಸಬಹುದಾಗಿದೆ. ಎಸ್‌ಎಸ್‌ಎಲ್‌ಸಿ ಅಥವಾ ತತ್ಸಮಾನ ಪರೀಕ್ಷೆಯಲ್ಲಿ ಉತ್ತೀರ್ಣರಾದ ವಿಶೇಷ ಚೇತನ ಅಭ್ಯರ್ಥಿಗಳು <box>40 880 368 1130</box>
research-col3: ವಿಭಾಗ ಅಸೋಸಿಯೇಟ್ ಪ್ರೊಫೆಸರ್ ಡಾ.ರಮೇಶ್ ಕುಮಾರ್ ಎ ರವರು ' crafting of research writing' ಬಗ್ಗೆ ತಿಳಿಸಿಕೊಟ್ಟರು. ಹಾಗೆಯೇ ಈ ಒಂದು ದಿನದ ಕಾರ್ಯಾಗಾರದಲ್ಲಿ ಕಾಲೇಜಿನ ಪ್ರಾಂಶುಪಾಲರಾದ ಡಾ. ಪಿ ಹೇಮಲತಾ ರವರು ಮತ್ತು ಎಲ್ಲಾ ವಿಭಾಗದ ಉಪನ್ಯಾಸಕರುಗಳು ಹಾಗೂ ಸಿದ್ಧಾರ್ಥ ಮಾಧ್ಯಮ ಅಧ್ಯಯನ ಕೇಂದ್ರದ ನಿರ್ದೇಶಕರಾದ ಡಾ. ಬಿ.ಟಿ ಮುದ್ದೇಶ್ ಮತ್ತು ಮಾಧ್ಯಮ ಅಧ್ಯಯನ ಕೇಂದ್ರದ ಉಪನ್ಯಾಸಕರು ಪಾಲ್ಗೊಂಡು ಈ ಕಾರ್ಯಾಗಾರದ ಉಪಯೋಗವನ್ನು ಪಡೆದುಕೊಂಡರು. <box>1226 386 1454 615</box>
environment-banner-title: WORLD ENVIRONMENTAL DAY - 2025 <box>1221 1876 1364 1933</box>
quarry-panel-text: ಮಾನ್ಯ ಜಿಲ್ಲಾಧಿಕಾರಿಗಳ ಆದೇಶದ ಮೇರೆಗೆ ತಾತ್ಕಾಲಿಕವಾಗಿ ಗಣಿಗಾರಿಕೆಯನ್ನು ನಿಲ್ಲಿಸಿದ್ದು ಇದು ಶಾಶ್ವತವಾಗಿ ಸ್ಥಗಿತಗೊಳ್ಳಬೇಕು, ಇಲ್ಲವಾದಲ್ಲಿ ಮುಂದಿನ ದಿನಗಳಲ್ಲಿ ರೈತರ ಶಕ್ತಿಯನ್ನು ಮುಖ್ಯಮಂತ್ರಿಯವರು ವಿಧಾನಸೌಧದಲ್ಲಿ ಎದುರಿಸಬೇಕಾಗುತ್ತದೆ. ಜಿಲ್ಲಾ ಉಸ್ತುವಾರಿ ಸಚಿವರ ಇದರ ಬಗ್ಗೆ ಗಮನ ಹರಿಸಬೇಕು ಹಾಗೂ ಗ್ರಾಮದ ವಿದ್ಯಾರ್ಥಿಗಳ ಮೇಲೆ ಹಾಕಿರುವ ಸುಳ್ಳು ಕೇಸುಗಳನ್ನು ಹಿಂಪಡೆದು ಪ್ರಕರಣ ತೆರವುಗೊಳಿಸಬೇಕು. <box>996 1191 1444 1284</box>
skill-banner-sub: FIRST GRADE COLLEGE <box>183 1696 360 1712</box>
environment-col1: ತುಮಕೂರು: ಪರಿಸರದ ಬಗ್ಗೆ ಹೆಚ್ಚು–ಹೆಚ್ಚು ಪ್ರೌಢಿಮೆಯ ಗುಣಗಳನ್ನು ಬೆಳೆಸಿಕೊಳ್ಳಬೇಕು. ಹಾಗೂ ಪರಿಸರದ ಬಗ್ಗೆ ಜಾಗೃತಿಯನ್ನು ಪ್ರತಿಯೊಬ್ಬರು ಅರಿವು ಮೂಡಿಸಬೇಕು. ಹಾಗೂ ಗಿಡಗಳನ್ನು ನೆಡುವುದರ ಜೊತೆಗೆ ಅವರ ಪೋಷಣೆಯು ಕೂಡಾ ಹೆಚ್ಚಿನ ಗಮನ ಹರಿಸಬೇಕು, ವಿದ್ಯಾರ್ಥಿಗಳು ತಮ್ಮ ಶಾಲಾ ಆವರಣದಲ್ಲಿ ಸಸಿಗಳನ್ನು ನೆಟ್ಟು ಮೂಲಕ ಆರೋಗ್ಯಕರ ವಾತಾವರಣವನ್ನು ನಿರ್ಮಾಣ ಮಾಡಲು ಪ್ರಯತ್ನಿಸಬೇಕು ಎಂದು ವರದರಾಜ ಶಿಕ್ಷಣ ಸಂಸ್ಥೆಯ ಕಾರ್ಯದರ್ಶಿಯಾದ ವರುಣ್ ಅಸ್ರಣ್ಣರವರು ತಿಳಿಸಿದರು. ನಗರದ ಶೆಟ್ಟಿಹಳ್ಳಿ ಹೊರವಲಯದ ಜಯನಗರದ ದಕ್ಷಿಣದಲ್ಲಿರುವ ವರದರಾಜ ಚಾರಿಟಬಲ್ ಟ್ರಸ್ಟ್‌ನ ವತಿಯಿಂದ ವರದರಾಜ ಕಾಲೇಜಿನ ಆವರಣದಲ್ಲಿ ಜೂನ್ 18 ಬುಧವಾರ ಬೆಳಗ್ಗೆ 11 ಗಂಟೆಗೆ ವಿಶ್ವ ಪರಿಸರ ದಿನಾಚರಣೆಯನ್ನು ಕಾಲೇಜಿನ ಆವರಣದಲ್ಲಿ ಹಮ್ಮಿಕೊಳ್ಳಲಾಗಿತ್ತು. ಕಾರ್ಯಕ್ರಮದಲ್ಲಿ ವರುಣ್ ಅಸ್ರಣ್ಣರವರು ಸಸಿ ನೆಡುವ ಮೂಲಕ ಚಾಲನೆ ನೀಡಿ ಮಾತನಾಡುತ್ತಾ ಪರಿಸರ ನಮಗೆ ಎಲ್ಲವನ್ನು ನೀಡಿದೆ, ಅದರ ಋಣವನ್ನು ನಾವು ತೀರಿಸುವ ಸಲುವಾಗಿ ಈ ಕೆಲಸ ಮಾಡುತ್ತಿದ್ದೇವೆ ನಮ್ಮೆಲ್ಲರ ಕರ್ತವ್ಯವಾಗಿದೆ ಎಂದರು. ಕಾರ್ಯಕ್ರಮದಲ್ಲಿ ವರದರಾಜ ಚಾರಿಟಬಲ್ ಟ್ರಸ್ಟ್‌ನ ಅಧ್ಯಕ್ಷರಾದ ಡಾ. ದಾಮೋದರನ್ ಅಸ್ರಣ್ಣರವರು ಮಾತನಾಡುತ್ತಾ ಪ್ರಸ್ತುತ ಸಂದರ್ಭದಲ್ಲಿ ಪರಿಸರ ವಾತಾವರಣವನ್ನು ಸ್ವಚ್ಛವಾಗಿಟ್ಟುಕೊಳ್ಳುವುದು ಹಾಗೂ <box>573 1736 856 2177</box>
panchayat-caption: ತುರುವೇಕೆರೆ: ತಾಲ್ಲೂಕಿನ ಆನೆಕೆರೆ ಗ್ರಾಮ ಪಂಚಾಯತಿ ಉಪಾಧ್ಯಕ್ಷ ರಾಗಿ ಭವ್ಯ ಅವಿರೋಧ ಆಗಿ ಆಯ್ಕೆಯಾದರು. ಈ ಸಂದರ್ಭದಲ್ಲಿ ಅಧ್ಯಕ್ಷರಾದ ಮಂಜುಶ್ರೀ, ಸಹ ಸದಸ್ಯರಾದ ಪುನೀತ್, ಆನಂದ್ ಕುಮಾರ್, ರತ್ನಮ್ಮ, ಬಿಟಾಮಣಿ, ಸೋಮಣ್ಣ, ಶಾರದಮ್ಮ, ರಾಜಶೇಖರಯ್ಯ, ಶ್ರೀನಿವಾಸ್, ರಾಮಕೃಷ್ಣ, ದೀಪಿಕಾ, ಮುಖಂಡರಾದ ಛವಣಪ್ಪ, ಶ್ರೀ ಕೃಷ್ಣ, ಹುಚ್ಚಾರಾಯ, ಕುಮಾರ್ ಸೇರಿದಂತೆ ಇತರರು ಅಭಿನಂದಿಸಿದರು. <box>40 1502 743 1557</box>
panchayat-photo <box>40 1287 743 1494</box>
polytechnic-top-rule <box>753 667 1454 668</box>
environment-top-rule <box>753 1622 1454 1624</box>
environment-headline-1: ವರದರಾಜ ಕಾಲೇಜಿನ ಆವರಣದಲ್ಲಿ “ವಿಶ್ವ ಪರಿಸರ ದಿನಾಚರಣೆ” <box>573 1624 1213 1661</box>
masthead-rule <box>40 122 1454 124</box>
police-photo <box>274 190 743 472</box>
